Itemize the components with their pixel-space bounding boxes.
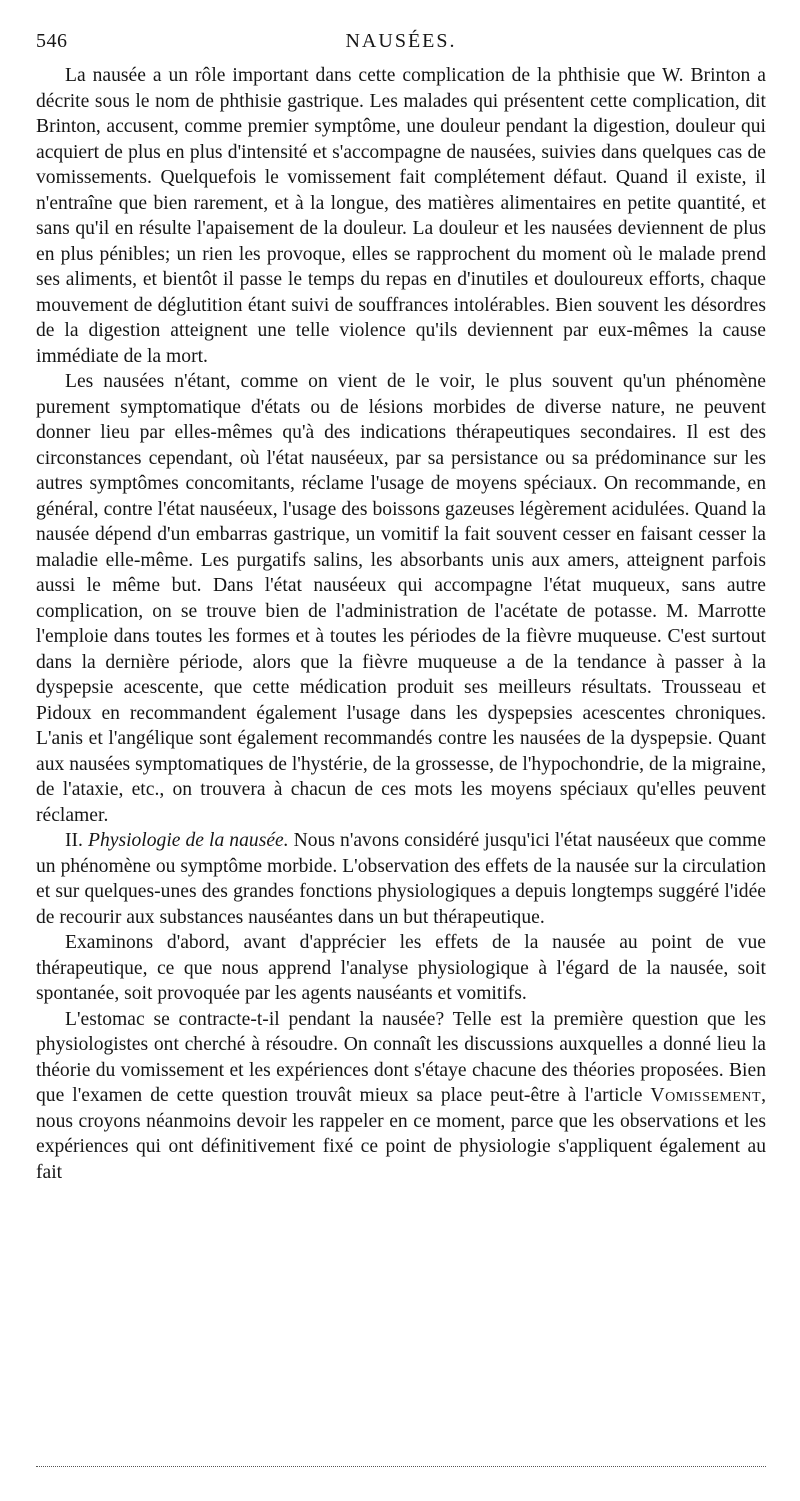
paragraph-therapeutique: Les nausées n'étant, comme on vient de le voir, le plus souvent qu'un phénomène purement symptomatique d'états ou de lésions morbides de diverse nature, ne peuvent donner lieu par elles-mêmes qu'à des indications thérapeutiques secondaires. Il est des circonstances cependant, où l'état nauséeux, par sa persistance ou sa prédominance sur les autres symptômes concomitants, réclame l'usage de moyens spéciaux. On recommande, en général, contre l'état nauséeux, l'usage des boissons gazeuses légèrement acidulées. Quand la nausée dépend d'un embarras gastrique, un vomitif la fait souvent cesser en faisant cesser la maladie elle-même. Les purgatifs salins, les absorbants unis aux amers, atteignent parfois aussi le même but. Dans l'état nauséeux qui accompagne l'état muqueux, sans autre complication, on se trouve bien de l'administration de l'acétate de potasse. M. Marrotte l'emploie dans toutes les formes et à toutes les périodes de la fièvre muqueuse. C'est surtout dans la dernière période, alors que la fièvre muqueuse a de la tendance à passer à la dyspepsie acescente, que cette médication produit ses meilleurs résultats. Trousseau et Pidoux en recommandent également l'usage dans les dyspepsies acescentes chroniques. L'anis et l'angélique sont également recommandés contre les nausées de la dyspepsie. Quant aux nausées symptomatiques de l'hystérie, de la grossesse, de l'hypochondrie, de la migraine, de l'ataxie, etc., on trouvera à chacun de ces mots les moyens spéciaux qu'elles peuvent réclamer. xyxy=(36,371,766,826)
page-number: 546 xyxy=(36,30,68,52)
paragraph-phthisie: La nausée a un rôle important dans cette complication de la phthisie que W. Brinton a décrite sous le nom de phthisie gastrique. Les malades qui présentent cette complication, dit Brinton, accusent, comme premier symptôme, une douleur pendant la digestion, douleur qui acquiert de plus en plus d'intensité et s'accompagne de nausées, suivies dans quelques cas de vomissements. Quelquefois le vomissement fait complétement défaut. Quand il existe, il n'entraîne que bien rarement, et à la longue, des matières alimentaires en petite quantité, et sans qu'il en résulte l'apaisement de la douleur. La douleur et les nausées deviennent de plus en plus pénibles; un rien les provoque, elles se rapprochent du moment où le malade prend ses aliments, et bientôt il passe le temps du repas en d'inutiles et douloureux efforts, chaque mouvement de déglutition étant suivi de souffrances intolérables. Bien souvent les désordres de la digestion atteignent une telle violence qu'ils deviennent par eux-mêmes la cause immédiate de la mort. xyxy=(36,65,766,367)
estomac-text-before: L'estomac se contracte-t-il pendant la nausée? Telle est la première question que les physiologistes ont cherché à résoudre. On connaît les discussions auxquelles a donné lieu la théorie du vomissement et les expériences dont s'étaye chacune des théories proposées. Bien que l'examen de cette question trouvât mieux sa place peut-être à l'article xyxy=(36,1008,766,1106)
paragraph-physiologie xyxy=(36,828,766,930)
section-text: Nous n'avons considéré jusqu'ici l'état nauséeux que comme un phénomène ou symptôme morbide. L'observation des effets de la nausée sur la circulation et sur quelques-unes des grandes fonctions physiologiques a depuis longtemps suggéré l'idée de recourir aux substances nauséantes dans un but thérapeutique. xyxy=(36,830,766,928)
running-head xyxy=(36,30,766,56)
text-body xyxy=(36,63,766,1185)
estomac-text-after: , nous croyons néanmoins devoir les rappeler en ce moment, parce que les observations et les expériences qui ont définitivement fixé ce point de physiologie s'appliquent également au fait xyxy=(36,1085,766,1183)
paragraph-examinons: Examinons d'abord, avant d'apprécier les effets de la nausée au point de vue thérapeutique, ce que nous apprend l'analyse physiologique à l'égard de la nausée, soit spontanée, soit provoquée par les agents nauséants et vomitifs. xyxy=(36,932,766,1004)
section-heading: Physiologie de la nausée. xyxy=(87,830,289,851)
section-number: II. xyxy=(65,830,83,851)
page-title: NAUSÉES. xyxy=(345,30,457,52)
cross-reference-term: Vomissement xyxy=(650,1085,762,1106)
paragraph-estomac xyxy=(36,1007,766,1186)
footer-rule xyxy=(36,1466,766,1467)
